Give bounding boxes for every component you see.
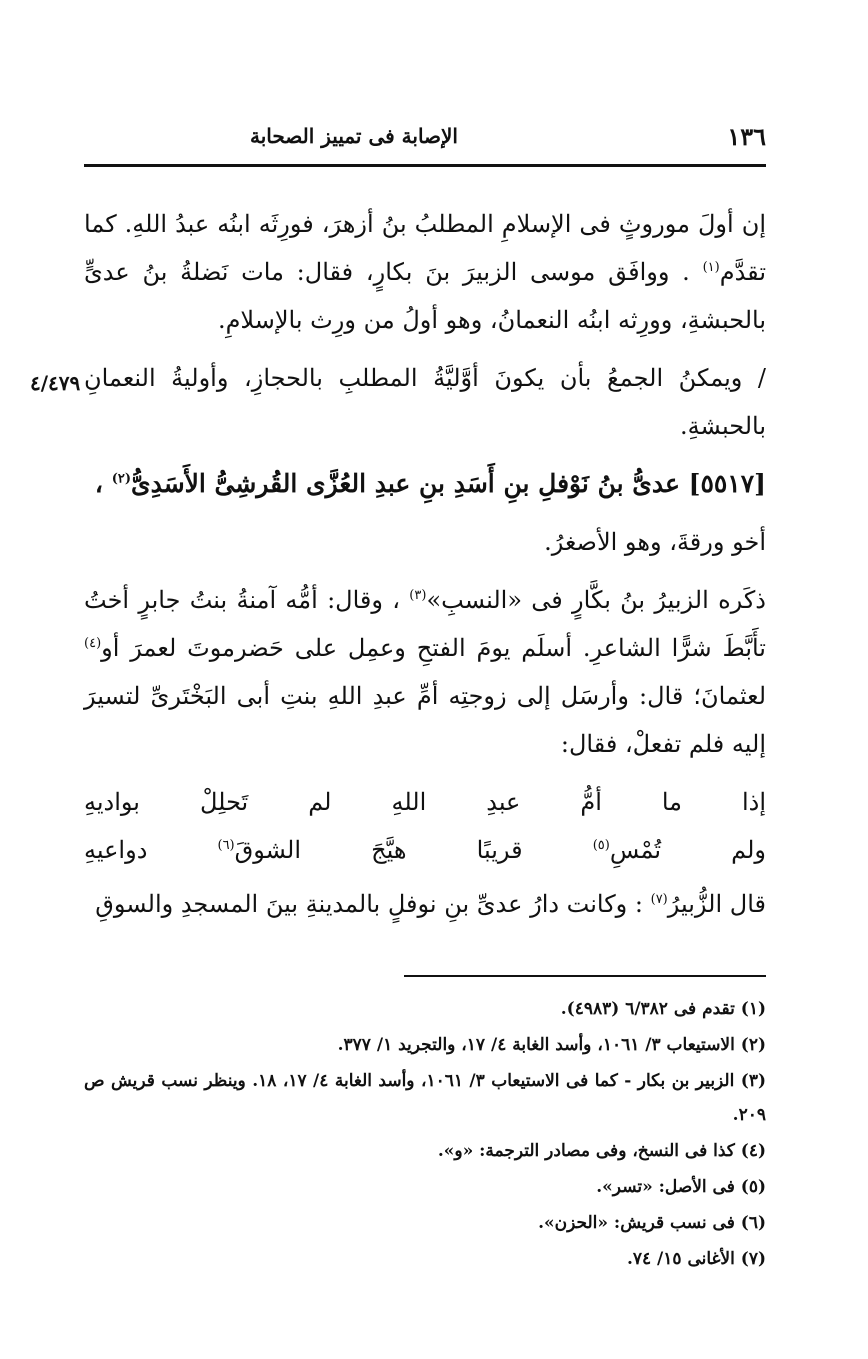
- paragraph-5: [84, 880, 766, 928]
- paragraph-4-text-c: لعثمانَ؛ قال: وأرسَل إلى زوجتِه أمِّ عبدِ اللهِ بنتِ أبى البَخْتَرىِّ لتسيرَ إليه فلم تفعلْ، فقال:: [84, 682, 767, 758]
- entry-heading-tail: ،: [94, 469, 103, 498]
- footnote-marker-5: (٥): [592, 838, 610, 853]
- footnote-2: (٢) الاستيعاب ٣/ ١٠٦١، وأسد الغابة ٤/ ١٧، والتجريد ١/ ٣٧٧.: [337, 1035, 766, 1055]
- paragraph-1-text-b: . ووافَق موسى الزبيرَ بنَ بكارٍ، فقال: مات نَضلةُ بنُ عدىٍّ بالحبشةِ، وورِثه ابنُه النعمانُ، وهو أولُ من ورِث بالإسلامِ.: [84, 258, 766, 334]
- paragraph-4-text-b: ، وقال: أمُّه آمنةُ بنتُ جابرٍ أختُ تأَبَّطَ شرًّا الشاعرِ. أسلَم يومَ الفتحِ وعمِل على حَضرموتَ لعمرَ أو: [84, 586, 766, 662]
- footnote-marker-4: (٤): [84, 636, 102, 651]
- page-number: ١٣٦: [727, 122, 766, 151]
- footnotes: [84, 992, 766, 1278]
- verse-line-1: إذا ما أمُّ عبدِ اللهِ لم تَحلِلْ بواديهِ: [84, 788, 766, 816]
- footnote-marker-7: (٧): [650, 892, 668, 907]
- footnote-separator: [404, 975, 766, 977]
- verse-line-2: [84, 826, 766, 874]
- footnote-7: (٧) الأغانى ١٥/ ٧٤.: [626, 1249, 766, 1269]
- header-rule: [84, 164, 766, 167]
- paragraph-5-text-b: : وكانت دارُ عدىِّ بنِ نوفلٍ بالمدينةِ بينَ المسجدِ والسوقِ: [95, 890, 643, 918]
- footnote-6: (٦) فى نسب قريش: «الحزن».: [538, 1213, 766, 1233]
- paragraph-2: / ويمكنُ الجمعُ بأن يكونَ أوَّليَّةُ المطلبِ بالحجازِ، وأوليةُ النعمانِ بالحبشةِ.: [84, 364, 766, 440]
- footnote-marker-6: (٦): [217, 838, 235, 853]
- verse-line-2-text-a: ولم تُمْسِ: [609, 836, 766, 864]
- verse-line-2-text-c: دواعيهِ: [84, 836, 148, 864]
- footnote-5: (٥) فى الأصل: «تسر».: [596, 1177, 766, 1197]
- paragraph-4-text-a: ذكَره الزبيرُ بنُ بكَّارٍ فى «النسبِ»: [426, 586, 766, 614]
- paragraph-3: أخو ورقةَ، وهو الأصغرُ.: [544, 528, 766, 556]
- paragraph-5-text-a: قال الزُّبيرُ: [667, 890, 766, 918]
- paragraph-1-text-a: إن أولَ موروثٍ فى الإسلامِ المطلبُ بنُ أزهرَ، فورِثَه ابنُه عبدُ اللهِ. كما تقدَّم: [84, 210, 766, 286]
- page-header: [84, 118, 766, 158]
- poem-verse: [84, 778, 766, 874]
- paragraph-4: [84, 576, 766, 768]
- margin-volume-page-reference: ٤/٤٧٩: [30, 371, 81, 395]
- footnote-1: (١) تقدم فى ٦/٣٨٢ (٤٩٨٣).: [560, 999, 766, 1019]
- verse-line-2-text-b: قريبًا هيَّجَ الشوقَ: [234, 836, 523, 864]
- entry-heading-text: [٥٥١٧] عدىُّ بنُ نَوْفلِ بنِ أَسَدِ بنِ عبدِ العُزَّى القُرشِىُّ الأَسَدِىُّ: [131, 469, 766, 498]
- entry-heading: [84, 460, 766, 508]
- footnote-marker-1: (١): [702, 260, 720, 275]
- footnote-4: (٤) كذا فى النسخ، وفى مصادر الترجمة: «و».: [437, 1141, 766, 1161]
- footnote-marker-2: (٢): [111, 471, 132, 487]
- footnote-3: (٣) الزبير بن بكار - كما فى الاستيعاب ٣/ ١٠٦١، وأسد الغابة ٤/ ١٧، ١٨. وينظر نسب قريش ص ٢٠٩.: [84, 1071, 766, 1125]
- footnote-marker-3: (٣): [409, 588, 427, 603]
- running-title: الإصابة فى تمييز الصحابة: [250, 124, 458, 148]
- main-text: [84, 200, 766, 938]
- paragraph-1: [84, 200, 766, 344]
